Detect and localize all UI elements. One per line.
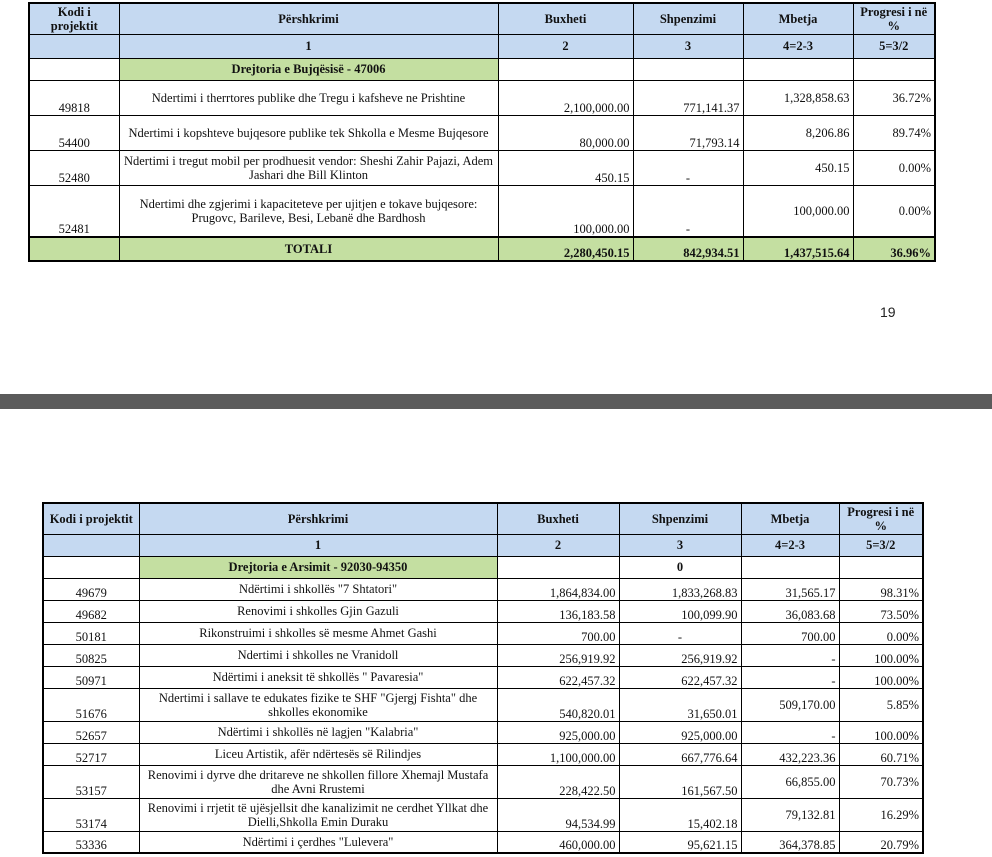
col-number: 5=3/2 [853, 34, 935, 58]
agriculture-projects-table [28, 2, 936, 262]
directorate-title: Drejtoria e Arsimit - 92030-94350 [139, 556, 497, 578]
project-budget: 94,534.99 [497, 798, 619, 831]
project-code: 49679 [43, 578, 139, 600]
project-progress: 16.29% [839, 798, 923, 831]
project-budget: 460,000.00 [497, 831, 619, 853]
table-row [43, 798, 923, 831]
project-description: Ndertimi dhe zgjerimi i kapaciteteve per ujitjen e tokave bujqesore: Prugovc, Barileve, Besi, Lebanë dhe Bardhosh [119, 185, 498, 237]
directorate-row [43, 556, 923, 578]
project-description: Liceu Artistik, afër ndërtesës së Rilindjes [139, 743, 497, 765]
project-budget: 540,820.01 [497, 688, 619, 721]
project-remaining: 432,223.36 [741, 743, 839, 765]
project-code: 51676 [43, 688, 139, 721]
table-row [43, 622, 923, 644]
table-row [43, 721, 923, 743]
column-number-row [29, 34, 935, 58]
table-row [29, 150, 935, 185]
table-row [43, 578, 923, 600]
project-description: Renovimi i shkolles Gjin Gazuli [139, 600, 497, 622]
project-spent: 1,833,268.83 [619, 578, 741, 600]
project-code: 50181 [43, 622, 139, 644]
col-number: 2 [498, 34, 633, 58]
header-description: Përshkrimi [139, 503, 497, 534]
project-spent: 925,000.00 [619, 721, 741, 743]
project-budget: 80,000.00 [498, 115, 633, 150]
project-budget: 925,000.00 [497, 721, 619, 743]
project-remaining: 79,132.81 [741, 798, 839, 831]
header-remaining: Mbetja [743, 3, 853, 34]
project-description: Ndertimi i sallave te edukates fizike te SHF "Gjergj Fishta" dhe shkolles ekonomike [139, 688, 497, 721]
project-description: Ndertimi i tregut mobil per prodhuesit vendor: Sheshi Zahir Pajazi, Adem Jashari dhe Bill Klinton [119, 150, 498, 185]
header-code: Kodi i projektit [29, 3, 119, 34]
directorate-title: Drejtoria e Bujqësisë - 47006 [119, 58, 498, 80]
project-budget: 228,422.50 [497, 765, 619, 798]
project-progress: 20.79% [839, 831, 923, 853]
project-remaining: 364,378.85 [741, 831, 839, 853]
project-remaining: 100,000.00 [743, 185, 853, 237]
project-code: 52481 [29, 185, 119, 237]
directorate-spent: 0 [619, 556, 741, 578]
project-spent: - [619, 622, 741, 644]
project-spent: - [633, 185, 743, 237]
table-row [29, 185, 935, 237]
total-budget: 2,280,450.15 [498, 237, 633, 261]
report-page-upper [0, 0, 992, 394]
col-number: 2 [497, 534, 619, 556]
project-progress: 73.50% [839, 600, 923, 622]
header-code: Kodi i projektit [43, 503, 139, 534]
project-spent: 15,402.18 [619, 798, 741, 831]
project-description: Ndertimi i therrtores publike dhe Tregu i kafsheve ne Prishtine [119, 80, 498, 115]
header-budget: Buxheti [497, 503, 619, 534]
project-spent: 622,457.32 [619, 666, 741, 688]
col-number: 3 [619, 534, 741, 556]
project-budget: 100,000.00 [498, 185, 633, 237]
table-row [43, 743, 923, 765]
project-code: 52657 [43, 721, 139, 743]
table-header-row [29, 3, 935, 34]
table-row [43, 688, 923, 721]
project-description: Ndertimi i kopshteve bujqesore publike tek Shkolla e Mesme Bujqesore [119, 115, 498, 150]
table-row [43, 765, 923, 798]
project-description: Ndërtimi i shkollës në lagjen "Kalabria" [139, 721, 497, 743]
project-spent: - [633, 150, 743, 185]
project-description: Rikonstruimi i shkolles së mesme Ahmet Gashi [139, 622, 497, 644]
project-progress: 100.00% [839, 644, 923, 666]
project-progress: 0.00% [839, 622, 923, 644]
table-row [43, 831, 923, 853]
project-spent: 100,099.90 [619, 600, 741, 622]
project-code: 49682 [43, 600, 139, 622]
project-budget: 1,864,834.00 [497, 578, 619, 600]
project-budget: 136,183.58 [497, 600, 619, 622]
header-progress: Progresi i në % [853, 3, 935, 34]
project-progress: 98.31% [839, 578, 923, 600]
table-row [43, 666, 923, 688]
project-spent: 161,567.50 [619, 765, 741, 798]
project-remaining: 1,328,858.63 [743, 80, 853, 115]
project-spent: 771,141.37 [633, 80, 743, 115]
education-projects-table [42, 502, 924, 854]
col-number: 1 [139, 534, 497, 556]
project-progress: 0.00% [853, 185, 935, 237]
project-remaining: 31,565.17 [741, 578, 839, 600]
project-spent: 71,793.14 [633, 115, 743, 150]
header-description: Përshkrimi [119, 3, 498, 34]
project-remaining: - [741, 666, 839, 688]
project-code: 52480 [29, 150, 119, 185]
page-number: 19 [880, 304, 896, 320]
project-code: 49818 [29, 80, 119, 115]
project-progress: 70.73% [839, 765, 923, 798]
col-number: 3 [633, 34, 743, 58]
project-remaining: 700.00 [741, 622, 839, 644]
directorate-row [29, 58, 935, 80]
project-progress: 5.85% [839, 688, 923, 721]
col-number: 4=2-3 [741, 534, 839, 556]
project-progress: 89.74% [853, 115, 935, 150]
header-spending: Shpenzimi [633, 3, 743, 34]
table-row [43, 644, 923, 666]
project-code: 53336 [43, 831, 139, 853]
project-budget: 622,457.32 [497, 666, 619, 688]
project-description: Ndërtimi i çerdhes "Lulevera" [139, 831, 497, 853]
total-spent: 842,934.51 [633, 237, 743, 261]
project-description: Renovimi i dyrve dhe dritareve ne shkollen fillore Xhemajl Mustafa dhe Avni Rrustemi [139, 765, 497, 798]
project-spent: 31,650.01 [619, 688, 741, 721]
project-code: 50825 [43, 644, 139, 666]
header-budget: Buxheti [498, 3, 633, 34]
project-progress: 36.72% [853, 80, 935, 115]
project-budget: 450.15 [498, 150, 633, 185]
project-spent: 256,919.92 [619, 644, 741, 666]
project-remaining: - [741, 644, 839, 666]
project-code: 53174 [43, 798, 139, 831]
project-remaining: 66,855.00 [741, 765, 839, 798]
table-row [29, 115, 935, 150]
project-progress: 100.00% [839, 666, 923, 688]
total-row [29, 237, 935, 261]
project-code: 52717 [43, 743, 139, 765]
project-spent: 95,621.15 [619, 831, 741, 853]
table-row [29, 80, 935, 115]
project-remaining: - [741, 721, 839, 743]
project-code: 54400 [29, 115, 119, 150]
project-budget: 256,919.92 [497, 644, 619, 666]
project-budget: 700.00 [497, 622, 619, 644]
project-description: Ndertimi i shkolles ne Vranidoll [139, 644, 497, 666]
project-remaining: 36,083.68 [741, 600, 839, 622]
table-header-row [43, 503, 923, 534]
header-spending: Shpenzimi [619, 503, 741, 534]
project-code: 53157 [43, 765, 139, 798]
project-code: 50971 [43, 666, 139, 688]
col-number: 5=3/2 [839, 534, 923, 556]
project-remaining: 450.15 [743, 150, 853, 185]
total-label: TOTALI [119, 237, 498, 261]
project-remaining: 8,206.86 [743, 115, 853, 150]
header-remaining: Mbetja [741, 503, 839, 534]
project-remaining: 509,170.00 [741, 688, 839, 721]
report-page-lower [0, 409, 992, 857]
total-remaining: 1,437,515.64 [743, 237, 853, 261]
project-progress: 60.71% [839, 743, 923, 765]
total-progress: 36.96% [853, 237, 935, 261]
page-separator [0, 394, 992, 409]
project-budget: 1,100,000.00 [497, 743, 619, 765]
col-number: 1 [119, 34, 498, 58]
table-row [43, 600, 923, 622]
project-progress: 100.00% [839, 721, 923, 743]
col-number: 4=2-3 [743, 34, 853, 58]
project-budget: 2,100,000.00 [498, 80, 633, 115]
project-spent: 667,776.64 [619, 743, 741, 765]
header-progress: Progresi i në % [839, 503, 923, 534]
project-description: Ndërtimi i aneksit të shkollës " Pavaresia" [139, 666, 497, 688]
project-progress: 0.00% [853, 150, 935, 185]
column-number-row [43, 534, 923, 556]
project-description: Renovimi i rrjetit të ujësjellsit dhe kanalizimit ne cerdhet Yllkat dhe Dielli,Shkolla Emin Duraku [139, 798, 497, 831]
project-description: Ndërtimi i shkollës "7 Shtatori" [139, 578, 497, 600]
